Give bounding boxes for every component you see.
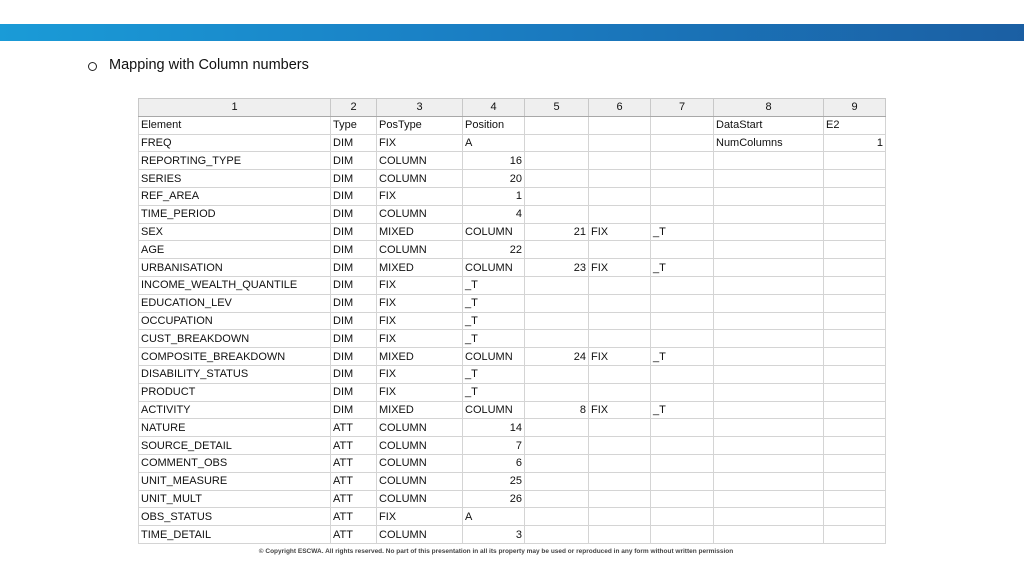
table-cell: ATT [331,490,377,508]
table-cell [651,419,714,437]
table-cell [714,365,824,383]
table-cell: 25 [463,472,525,490]
table-cell: MIXED [377,223,463,241]
table-cell: PRODUCT [139,383,331,401]
table-cell [589,508,651,526]
table-cell: UNIT_MEASURE [139,472,331,490]
table-cell [525,134,589,152]
table-cell [589,294,651,312]
table-row [139,312,886,330]
table-cell: 20 [463,170,525,188]
table-cell [651,116,714,134]
table-cell: INCOME_WEALTH_QUANTILE [139,276,331,294]
table-cell: SEX [139,223,331,241]
table-cell [824,205,886,223]
table-cell [589,526,651,544]
table-cell [824,437,886,455]
table-cell: 1 [824,134,886,152]
table-row [139,365,886,383]
table-cell [651,152,714,170]
table-cell: EDUCATION_LEV [139,294,331,312]
table-cell: MIXED [377,401,463,419]
table-cell [714,170,824,188]
table-row [139,454,886,472]
table-row [139,259,886,277]
table-cell: _T [463,294,525,312]
table-cell [714,223,824,241]
table-cell: ATT [331,437,377,455]
table-cell: DIM [331,294,377,312]
table-cell [525,116,589,134]
table-cell: FIX [589,259,651,277]
table-cell: COLUMN [377,170,463,188]
table-cell [824,490,886,508]
table-cell: _T [651,259,714,277]
table-cell [651,526,714,544]
table-cell [589,205,651,223]
table-cell [714,312,824,330]
table-cell [824,312,886,330]
table-cell [525,187,589,205]
table-cell [714,472,824,490]
table-row [139,294,886,312]
table-row [139,383,886,401]
table-cell [651,134,714,152]
table-cell: COLUMN [377,454,463,472]
table-cell: COLUMN [377,205,463,223]
table-cell: FIX [377,508,463,526]
table-cell [824,259,886,277]
table-cell [824,294,886,312]
table-cell: DIM [331,152,377,170]
table-cell [824,241,886,259]
slide-heading [88,55,309,75]
table-cell: DIM [331,223,377,241]
table-cell: FIX [377,312,463,330]
table-cell [651,383,714,401]
table-cell [525,383,589,401]
table-cell [525,419,589,437]
table-cell [525,205,589,223]
table-cell: ATT [331,419,377,437]
table-cell: TIME_DETAIL [139,526,331,544]
table-cell: FIX [377,365,463,383]
table-cell: COLUMN [463,348,525,366]
table-row [139,419,886,437]
table-cell: COLUMN [377,472,463,490]
table-cell: _T [463,312,525,330]
table-cell: DIM [331,365,377,383]
table-cell [589,490,651,508]
table-cell: SERIES [139,170,331,188]
column-number-header: 1 [139,99,331,117]
table-cell: DIM [331,134,377,152]
table-cell [525,276,589,294]
table-cell [651,170,714,188]
table-cell [714,152,824,170]
table-cell [714,383,824,401]
table-cell [589,170,651,188]
table-cell [589,472,651,490]
table-cell: FIX [377,383,463,401]
table-cell: OCCUPATION [139,312,331,330]
table-cell: Element [139,116,331,134]
table-cell: COLUMN [377,526,463,544]
table-row [139,348,886,366]
column-number-header: 5 [525,99,589,117]
table-row [139,437,886,455]
table-cell [589,152,651,170]
table-cell [824,508,886,526]
table-cell: COLUMN [377,437,463,455]
table-cell: 3 [463,526,525,544]
spreadsheet-body [139,116,886,543]
table-cell [525,365,589,383]
table-row [139,134,886,152]
table-cell: UNIT_MULT [139,490,331,508]
table-row [139,508,886,526]
table-cell [714,526,824,544]
table-cell: _T [651,348,714,366]
table-cell: _T [463,383,525,401]
header-accent-bar [0,24,1024,41]
table-cell: FIX [377,330,463,348]
table-cell [824,383,886,401]
table-row [139,152,886,170]
table-cell: DISABILITY_STATUS [139,365,331,383]
table-cell [824,365,886,383]
table-cell: FIX [377,276,463,294]
table-cell: ATT [331,454,377,472]
table-cell: COLUMN [463,401,525,419]
table-row [139,223,886,241]
table-row [139,401,886,419]
table-cell: DIM [331,330,377,348]
table-cell: 8 [525,401,589,419]
slide-title: Mapping with Column numbers [109,57,309,73]
table-cell [714,276,824,294]
table-cell [589,330,651,348]
table-cell [651,241,714,259]
table-cell: COLUMN [377,241,463,259]
table-cell: FIX [377,187,463,205]
table-cell [714,437,824,455]
column-number-header-row [139,99,886,117]
table-cell: FIX [377,134,463,152]
table-cell: DataStart [714,116,824,134]
table-cell [714,348,824,366]
table-cell [589,437,651,455]
table-cell [824,330,886,348]
table-cell [589,365,651,383]
table-cell [651,205,714,223]
table-cell [824,401,886,419]
table-cell [651,365,714,383]
table-cell [651,490,714,508]
table-cell [824,223,886,241]
column-number-header: 9 [824,99,886,117]
table-cell [525,454,589,472]
table-cell: 6 [463,454,525,472]
table-cell: A [463,134,525,152]
column-number-header: 4 [463,99,525,117]
table-cell [651,472,714,490]
table-cell: COLUMN [377,419,463,437]
table-cell [589,276,651,294]
table-row [139,187,886,205]
column-number-header: 3 [377,99,463,117]
table-cell [714,508,824,526]
table-cell [651,508,714,526]
table-cell: ACTIVITY [139,401,331,419]
table-cell: DIM [331,259,377,277]
table-cell: COLUMN [463,259,525,277]
table-cell: _T [651,401,714,419]
table-cell: 21 [525,223,589,241]
table-cell [589,383,651,401]
table-cell [824,276,886,294]
table-cell: 23 [525,259,589,277]
table-cell: COMPOSITE_BREAKDOWN [139,348,331,366]
table-cell [824,152,886,170]
table-cell [651,187,714,205]
table-cell: OBS_STATUS [139,508,331,526]
column-number-header: 8 [714,99,824,117]
table-cell: FIX [589,223,651,241]
table-cell: REPORTING_TYPE [139,152,331,170]
table-cell [714,187,824,205]
table-cell [589,312,651,330]
table-cell: DIM [331,276,377,294]
table-cell: DIM [331,401,377,419]
table-cell [525,437,589,455]
table-cell: COLUMN [377,152,463,170]
table-cell [525,526,589,544]
table-cell [589,419,651,437]
table-cell: _T [463,276,525,294]
table-cell [525,152,589,170]
table-cell: NATURE [139,419,331,437]
column-number-header: 7 [651,99,714,117]
table-cell: FIX [377,294,463,312]
table-cell: DIM [331,348,377,366]
table-cell: ATT [331,472,377,490]
table-cell [714,401,824,419]
table-cell: AGE [139,241,331,259]
table-cell [651,294,714,312]
table-cell: URBANISATION [139,259,331,277]
table-row [139,526,886,544]
table-cell [525,490,589,508]
table-cell: REF_AREA [139,187,331,205]
table-cell: E2 [824,116,886,134]
table-cell: FREQ [139,134,331,152]
table-cell: 4 [463,205,525,223]
table-cell: ATT [331,526,377,544]
table-row [139,170,886,188]
table-cell [589,241,651,259]
table-cell: _T [463,365,525,383]
table-cell: DIM [331,187,377,205]
table-cell [714,419,824,437]
table-row [139,241,886,259]
table-cell [525,330,589,348]
table-cell [651,454,714,472]
table-cell: MIXED [377,348,463,366]
table-cell: _T [463,330,525,348]
table-cell [589,134,651,152]
table-cell [651,437,714,455]
table-cell: ATT [331,508,377,526]
table-cell [589,187,651,205]
table-cell: Position [463,116,525,134]
table-cell [525,294,589,312]
circle-bullet-icon [88,62,97,71]
table-row [139,276,886,294]
table-cell [714,330,824,348]
table-cell [824,526,886,544]
table-cell: DIM [331,383,377,401]
table-cell [714,205,824,223]
table-row [139,205,886,223]
table-cell: _T [651,223,714,241]
table-cell [525,508,589,526]
table-cell: MIXED [377,259,463,277]
column-number-header: 2 [331,99,377,117]
table-cell [824,187,886,205]
table-cell: PosType [377,116,463,134]
table-cell [589,116,651,134]
table-cell [824,472,886,490]
table-cell [525,312,589,330]
table-cell: DIM [331,205,377,223]
table-cell: 16 [463,152,525,170]
table-cell [525,170,589,188]
table-cell: NumColumns [714,134,824,152]
table-cell [714,454,824,472]
table-cell [824,419,886,437]
table-cell [651,330,714,348]
table-cell: 14 [463,419,525,437]
table-cell: TIME_PERIOD [139,205,331,223]
table-cell [714,259,824,277]
copyright-footer [0,548,1024,555]
table-cell [714,294,824,312]
table-cell: 7 [463,437,525,455]
table-cell [525,472,589,490]
table-cell: DIM [331,241,377,259]
table-cell: A [463,508,525,526]
table-cell [824,454,886,472]
table-row [139,472,886,490]
table-cell: CUST_BREAKDOWN [139,330,331,348]
table-cell: SOURCE_DETAIL [139,437,331,455]
table-cell [824,170,886,188]
table-cell: COLUMN [463,223,525,241]
table-row [139,116,886,134]
table-cell [651,276,714,294]
table-cell [589,454,651,472]
table-cell: COMMENT_OBS [139,454,331,472]
table-cell [824,348,886,366]
table-cell: 26 [463,490,525,508]
table-cell: FIX [589,401,651,419]
table-row [139,490,886,508]
table-cell: 1 [463,187,525,205]
table-cell: 22 [463,241,525,259]
table-row [139,330,886,348]
mapping-spreadsheet [138,98,886,544]
copyright-text: © Copyright ESCWA. All rights reserved. No part of this presentation in all its property may be used or reproduced in any form without written permission [258,548,734,555]
table-cell: DIM [331,170,377,188]
table-cell: Type [331,116,377,134]
table-cell: FIX [589,348,651,366]
table-cell: 24 [525,348,589,366]
column-number-header: 6 [589,99,651,117]
table-cell [525,241,589,259]
table-cell [651,312,714,330]
table-cell [714,241,824,259]
table-cell: DIM [331,312,377,330]
table-cell [714,490,824,508]
table-cell: COLUMN [377,490,463,508]
